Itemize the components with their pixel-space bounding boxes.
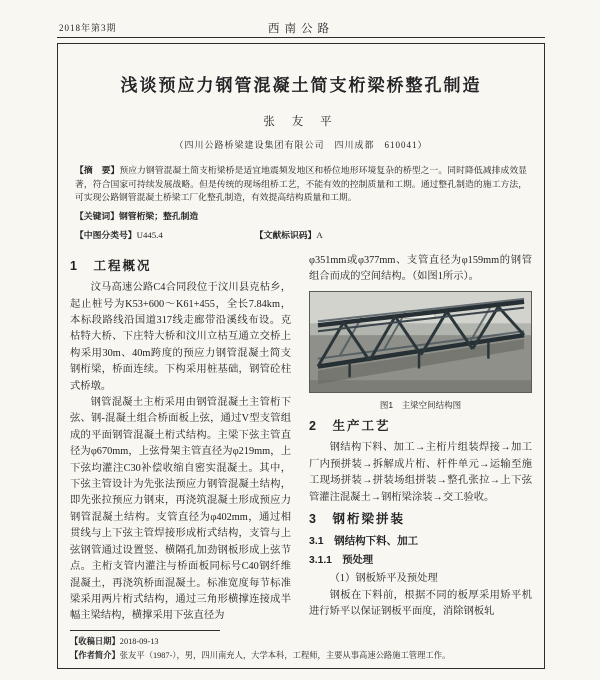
section-1-paragraph: 汶马高速公路C4合同段位于汶川县克枯乡，起止桩号为K53+600～K61+455，全长7.84km，本标段路线沿国道317线走廊带沿溪线布设。克枯特大桥、下庄特大桥和汶川立枯互通立交桥上构采用30m、40m跨度的预应力钢管混凝土简支钢桁梁，桥面连续。下构采用桩基础，钢管砼柱式桥墩。 <box>70 282 291 392</box>
section-3-heading: 3 钢桁梁拼装 <box>309 512 405 527</box>
continuation-paragraph: φ351mm或φ377mm、支管直径为φ159mm的钢管组合而成的空间结构。（如图1所示）。 <box>309 254 532 283</box>
running-head <box>57 20 545 34</box>
keywords-text: 钢管桁梁；整孔制造 <box>119 210 199 221</box>
abstract-label: 【摘 要】 <box>75 165 120 175</box>
doc-code <box>255 228 323 241</box>
section-1-paragraph: 钢管混凝土主桁采用由钢管混凝土主管桁下弦、钢-混凝土组合桥面板上弦，通过V型支管组成的平面钢管混凝土桁式结构。主梁下弦主管直径为φ670mm，上弦骨架主管直径为φ219mm，上下弦均灌注C30补偿收缩自密实混凝土。其中，下弦主管设计为先张法预应力钢管混凝土结构，即先张拉预应力钢束，再浇筑混凝土形成预应力钢管混凝土结构。支管直径为φ402mm，通过相贯线与上下弦主管焊接形成桁式结构，支管与上弦钢管通过设置竖、横隔孔加劲钢板形成上弦节点。主桁支管内灌注与桥面板同标号C40钢纤维混凝土，再浇筑桥面混凝土。标准宽度每节标准梁采用两片桁式结构，通过三角形横撑连接成半幅主梁结构，横撑采用下弦直径为 <box>70 397 291 622</box>
author-name: 张 友 平 <box>263 116 339 128</box>
section-2-paragraph: 钢结构下料、加工→主桁片组装焊接→加工厂内预拼装→拆解成片桁、杆件单元→运输至施工现场拼装→拼装场组拼装→整孔张拉→上下弦管灌注混凝土→钢桁梁涂装→交工验收。 <box>309 442 532 503</box>
clc-value: U445.4 <box>136 229 163 240</box>
classification-line <box>70 228 532 241</box>
figure-1 <box>309 291 532 413</box>
article-title: 浅谈预应力钢管混凝土简支桁梁桥整孔制造 <box>120 76 482 95</box>
truss-photo <box>309 291 532 393</box>
clc-number <box>75 228 163 241</box>
section-3-paragraph: 钢板在下料前，根据不同的板厚采用矫平机进行矫平以保证钢板平面度，消除钢板轧 <box>309 589 532 618</box>
journal-name: 西南公路 <box>268 23 334 35</box>
figure-1-caption: 图1 主梁空间结构图 <box>379 399 462 410</box>
doc-value: A <box>316 229 323 240</box>
received-date-line <box>70 635 532 649</box>
doc-label: 【文献标识码】 <box>254 229 317 240</box>
left-column <box>70 253 291 629</box>
two-column-body <box>70 253 532 629</box>
footnote-rule <box>70 630 220 631</box>
author-affiliation: （四川公路桥梁建设集团有限公司 四川成都 610041） <box>174 140 428 150</box>
abstract-text: 预应力钢管混凝土简支桁梁桥是适宜地震频发地区和桥位地形环境复杂的桥型之一。同时降低减排成效显著，符合国家可持续发展战略。但是传统的现场组桥工艺，不能有效的控制质量和工期。通过整孔制造的施工方法，可实现公路钢管混凝土桥梁工厂化整孔制造，有效提高结构质量和工期。 <box>75 165 527 203</box>
author-bio-line <box>70 649 532 663</box>
section-2-heading: 2 生产工艺 <box>309 419 391 433</box>
keywords-line <box>70 209 532 222</box>
keywords-label: 【关键词】 <box>75 210 119 221</box>
section-3-1-1-heading: 3.1.1 预处理 <box>309 554 374 566</box>
article-frame <box>57 43 545 669</box>
section-3-1-heading: 3.1 钢结构下料、加工 <box>309 535 419 548</box>
header-rule <box>57 37 545 38</box>
abstract <box>70 164 532 205</box>
clc-label: 【中图分类号】 <box>75 229 137 240</box>
received-label: 【收稿日期】 <box>70 636 120 646</box>
bio-value: 张友平（1987-），男，四川南充人，大学本科，工程师，主要从事高速公路施工管理工作。 <box>119 650 451 660</box>
received-value: 2018-09-13 <box>119 637 159 646</box>
bio-label: 【作者简介】 <box>70 649 120 660</box>
footnote-block <box>70 630 532 662</box>
journal-issue: 2018年第3期 <box>59 23 117 33</box>
list-item-1: （1）钢板矫平及预处理 <box>329 573 438 585</box>
right-column <box>309 253 532 629</box>
section-1-heading: 1 工程概况 <box>70 258 152 273</box>
